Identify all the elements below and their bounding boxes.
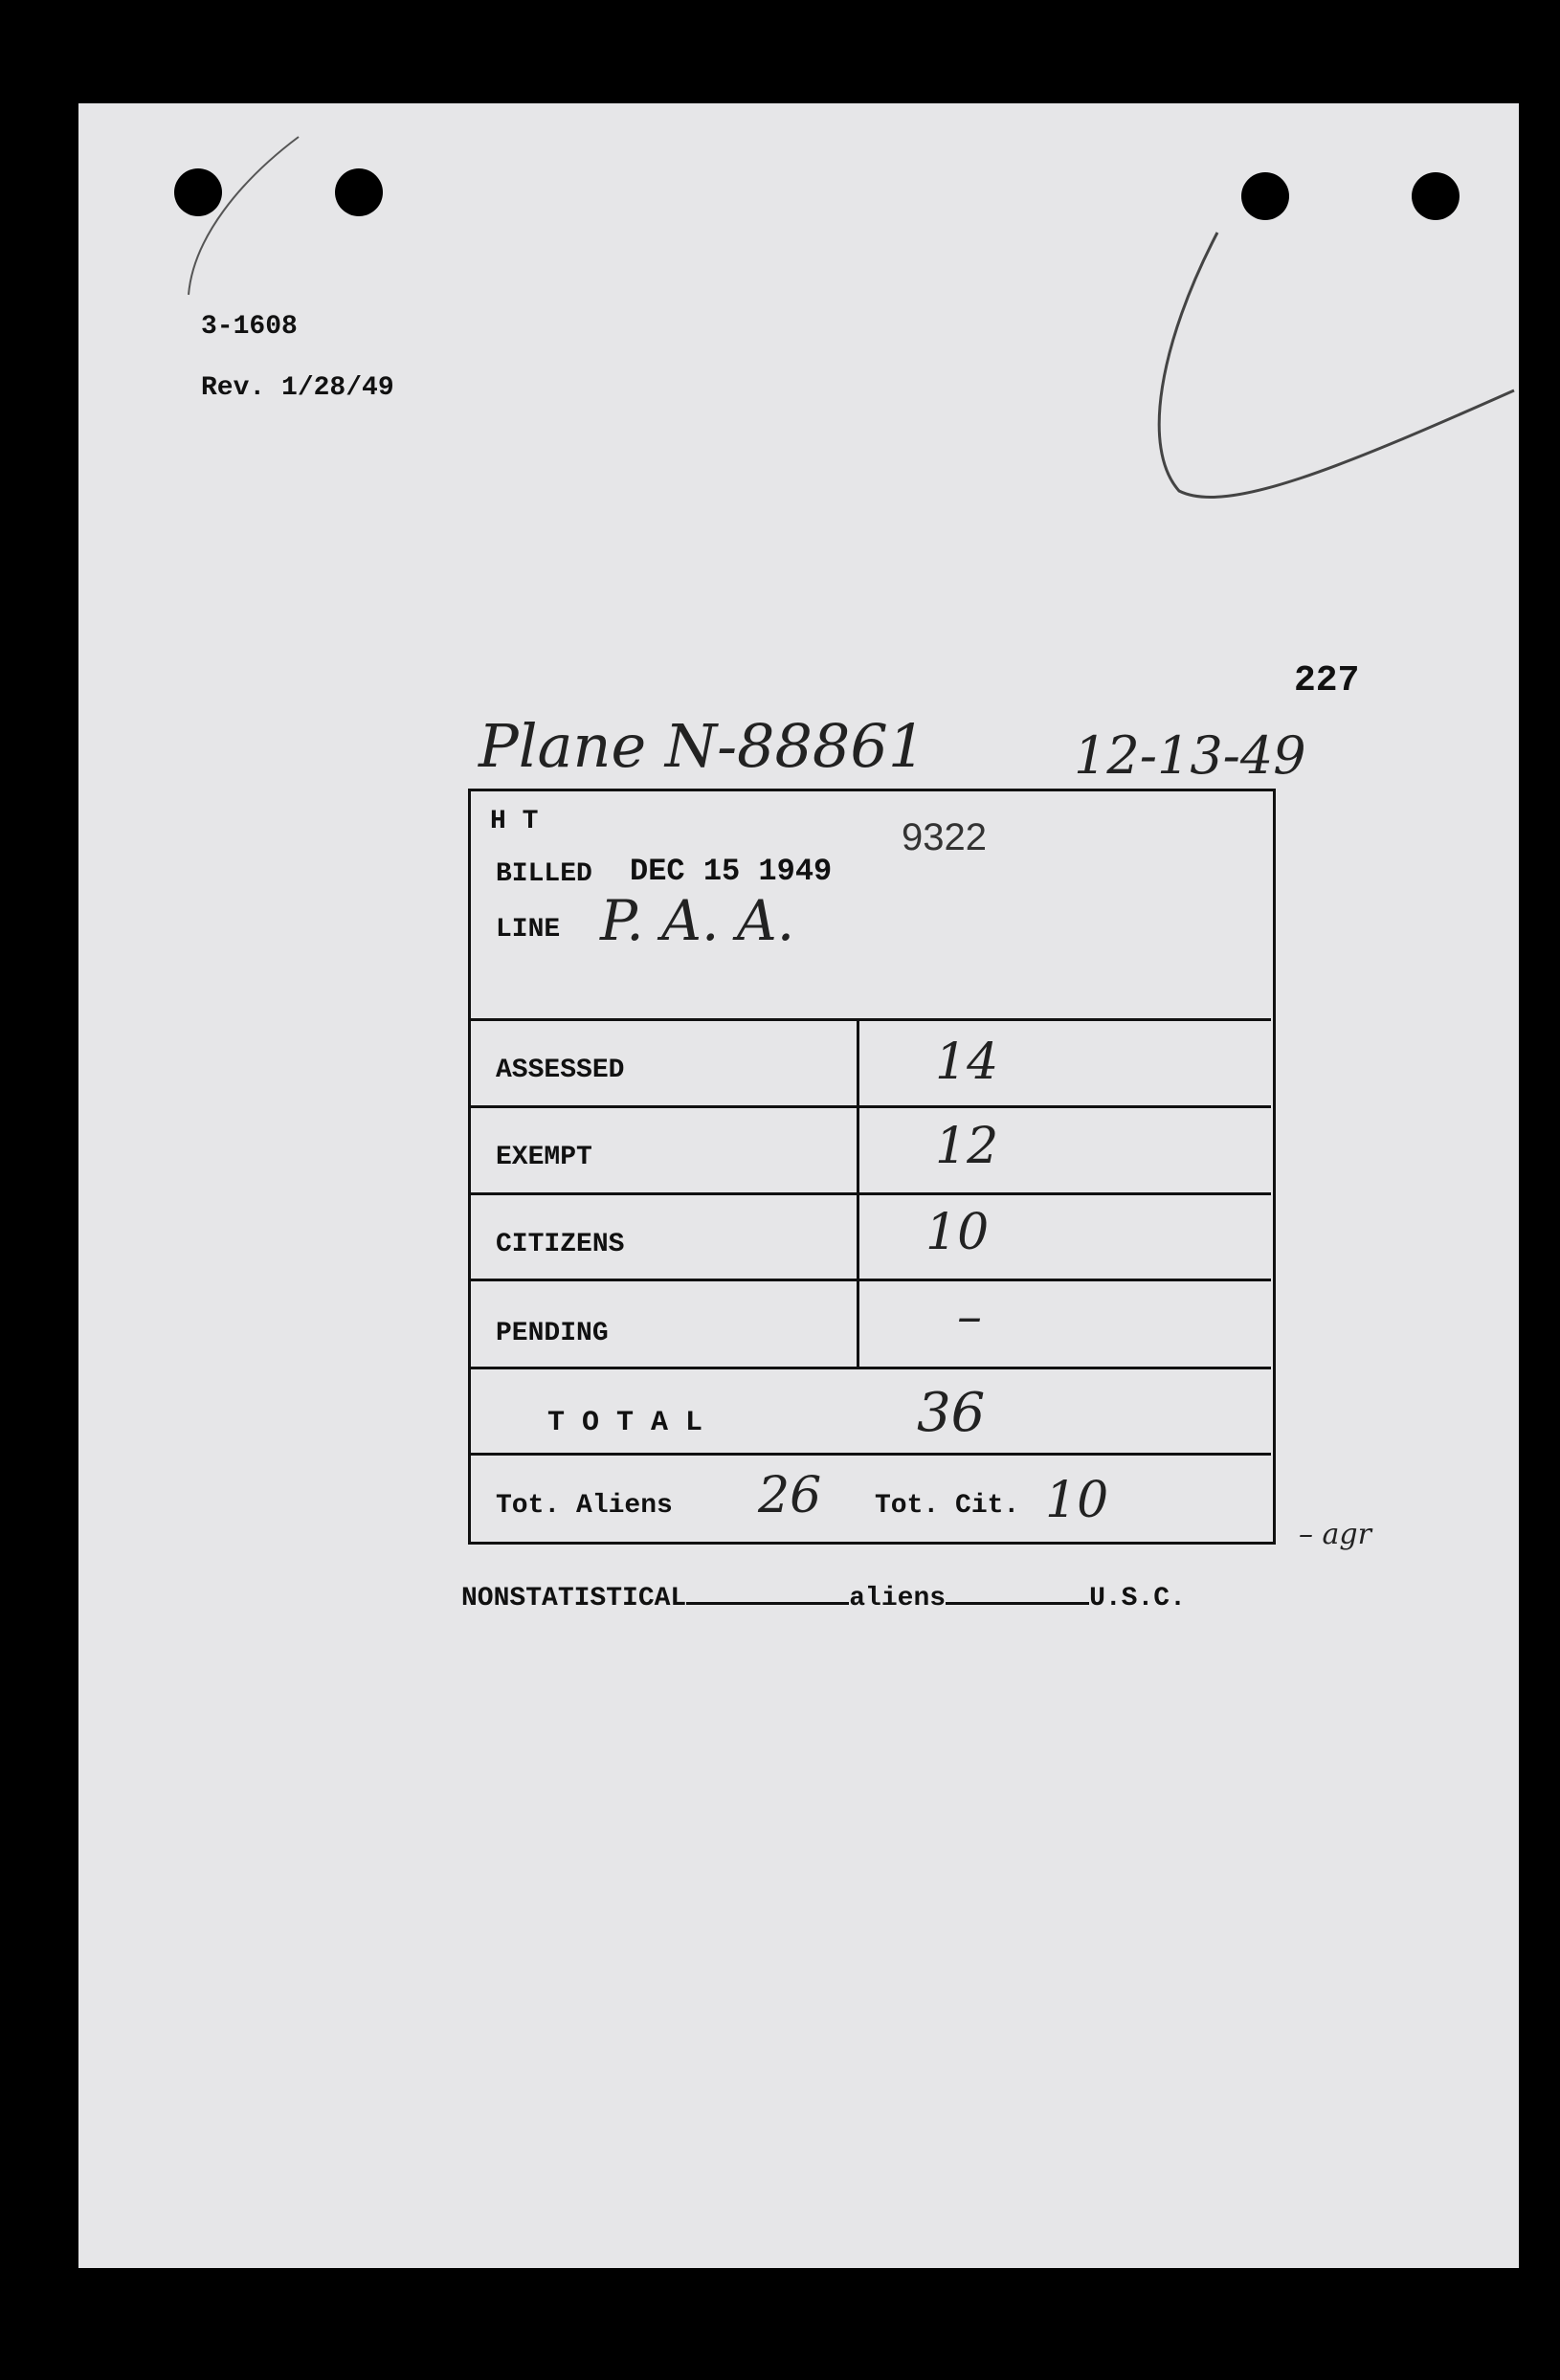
- header-date: 12-13-49: [1074, 725, 1306, 786]
- form-number: 3-1608: [201, 312, 298, 342]
- total-label: T O T A L: [547, 1407, 703, 1439]
- document-sheet: [78, 103, 1519, 2268]
- billed-stamp: DEC 15 1949: [630, 854, 833, 889]
- row-label-citizens: CITIZENS: [496, 1230, 625, 1259]
- row-value-exempt: 12: [935, 1118, 999, 1175]
- pencil-arc-top-left: [189, 137, 299, 295]
- aliens-blank: [946, 1577, 1089, 1605]
- stamp-number: 9322: [902, 816, 987, 858]
- pencil-curve-top-right: [1159, 233, 1514, 497]
- nonstatistical-blank: [686, 1577, 849, 1605]
- tot-cit-value: 10: [1045, 1472, 1109, 1529]
- margin-note: – agr: [1299, 1518, 1371, 1551]
- row-value-assessed: 14: [935, 1034, 999, 1091]
- nonstatistical-line: [461, 1577, 1186, 1613]
- plane-id: Plane N-88861: [479, 711, 926, 781]
- row-label-assessed: ASSESSED: [496, 1056, 625, 1085]
- aliens-label: aliens: [849, 1584, 947, 1613]
- line-value: P. A. A.: [600, 888, 795, 953]
- column-divider: [857, 1020, 859, 1367]
- total-value: 36: [917, 1382, 986, 1444]
- usc-label: U.S.C.: [1089, 1584, 1186, 1613]
- tot-aliens-value: 26: [758, 1467, 822, 1524]
- rule-exempt: [469, 1192, 1271, 1195]
- rule-total: [469, 1453, 1271, 1456]
- rule-pending: [469, 1367, 1271, 1369]
- ht-label: H T: [490, 807, 539, 836]
- row-value-citizens: 10: [925, 1204, 990, 1261]
- rule-assessed: [469, 1105, 1271, 1108]
- rule-top-block: [469, 1018, 1271, 1021]
- rule-citizens: [469, 1279, 1271, 1281]
- billed-label: BILLED: [496, 859, 592, 889]
- tot-cit-label: Tot. Cit.: [875, 1491, 1020, 1521]
- row-value-pending: –: [957, 1288, 982, 1346]
- form-revision: Rev. 1/28/49: [201, 373, 394, 403]
- nonstatistical-label: NONSTATISTICAL: [461, 1584, 687, 1613]
- page-number: 227: [1294, 660, 1360, 701]
- row-label-exempt: EXEMPT: [496, 1143, 592, 1172]
- tot-aliens-label: Tot. Aliens: [496, 1491, 673, 1521]
- line-label: LINE: [496, 915, 561, 945]
- row-label-pending: PENDING: [496, 1319, 609, 1348]
